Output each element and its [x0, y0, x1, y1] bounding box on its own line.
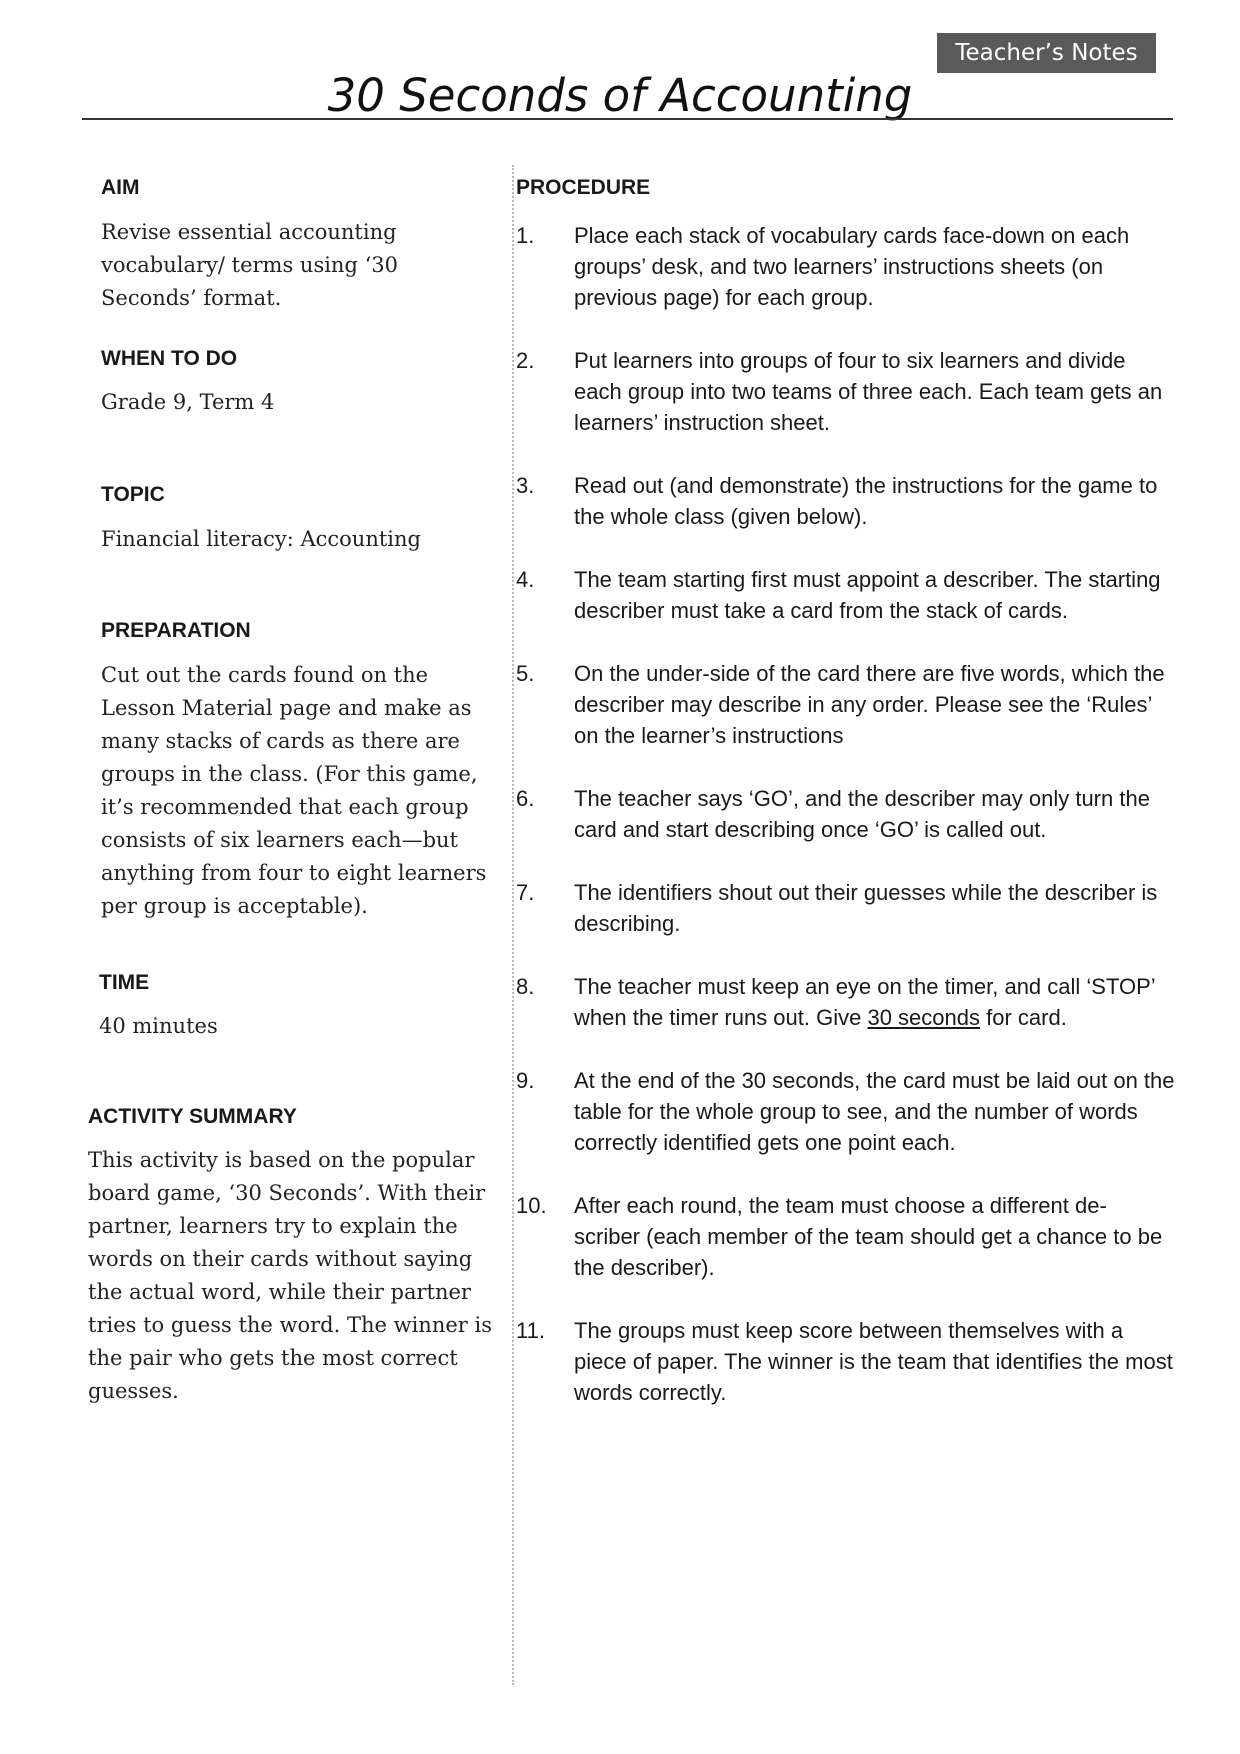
topic-heading: TOPIC	[101, 483, 165, 506]
activity-summary-text: This activity is based on the popular board game, ‘30 Seconds’. With their partner, learners try to explain the words on their cards without saying the actual word, while their partner tries to guess the word. The winner is the pair who gets the most correct guesses.	[88, 1148, 492, 1403]
step-number: 9.	[516, 1068, 535, 1093]
step-number: 4.	[516, 567, 535, 592]
procedure-step	[516, 220, 1176, 313]
step-text: After each round, the team must choose a different de- scriber (each member of the team should get a chance to be the describer).	[574, 1193, 1163, 1280]
time-heading: TIME	[99, 971, 150, 994]
step-number: 5.	[516, 661, 535, 686]
topic-text: Financial literacy: Accounting	[101, 527, 421, 551]
title-rule	[82, 118, 1173, 120]
column-divider	[512, 165, 514, 1685]
step-number: 6.	[516, 786, 535, 811]
procedure-step	[516, 877, 1176, 939]
preparation-text: Cut out the cards found on the Lesson Material page and make as many stacks of cards as there are groups in the class. (For this game, it’s recommended that each group consists of six learners each—but anything from four to eight learners per group is acceptable).	[101, 663, 487, 918]
step-text: On the under-side of the card there are five words, which the describer may describe in any order. Please see the ‘Rules’ on the learner’s instructions	[574, 661, 1165, 748]
step-text: At the end of the 30 seconds, the card must be laid out on the table for the whole group to see, and the number of words correctly identified gets one point each.	[574, 1068, 1175, 1155]
step-number: 2.	[516, 348, 535, 373]
procedure-step	[516, 658, 1176, 751]
step-text	[574, 971, 1176, 1033]
step-number: 1.	[516, 223, 535, 248]
step-text-part: The teacher must keep an eye on the timer, and call ‘STOP’ when the timer runs out. Give	[574, 974, 1155, 1030]
step-text: The groups must keep score between themselves with a piece of paper. The winner is the team that identifies the most words correctly.	[574, 1318, 1173, 1405]
procedure-heading: PROCEDURE	[516, 176, 651, 199]
procedure-list	[516, 220, 1176, 1440]
when-heading: WHEN TO DO	[101, 347, 238, 370]
step-number: 3.	[516, 473, 535, 498]
procedure-step	[516, 783, 1176, 845]
procedure-step	[516, 470, 1176, 532]
activity-summary-heading: ACTIVITY SUMMARY	[88, 1105, 297, 1128]
aim-heading: AIM	[101, 176, 140, 199]
step-number: 10.	[516, 1193, 547, 1218]
teachers-notes-badge: Teacher’s Notes	[937, 33, 1156, 73]
procedure-step	[516, 1065, 1176, 1158]
page-title: 30 Seconds of Accounting	[327, 69, 913, 122]
step-text: Read out (and demonstrate) the instructions for the game to the whole class (given below).	[574, 473, 1158, 529]
step-text-part: for card.	[980, 1005, 1067, 1030]
preparation-heading: PREPARATION	[101, 619, 251, 642]
step-text: The identifiers shout out their guesses while the describer is describing.	[574, 880, 1158, 936]
procedure-step	[516, 1190, 1176, 1283]
procedure-step	[516, 1315, 1176, 1408]
step-text: The teacher says ‘GO’, and the describer may only turn the card and start describing once ‘GO’ is called out.	[574, 786, 1150, 842]
time-text: 40 minutes	[99, 1014, 218, 1038]
procedure-step	[516, 564, 1176, 626]
procedure-step	[516, 971, 1176, 1033]
step-number: 11.	[516, 1318, 545, 1343]
step-text: Place each stack of vocabulary cards face-down on each groups’ desk, and two learners’ instructions sheets (on previous page) for each group.	[574, 223, 1130, 310]
procedure-step	[516, 345, 1176, 438]
aim-text: Revise essential accounting vocabulary/ terms using ‘30 Seconds’ format.	[101, 220, 398, 310]
step-text: The team starting first must appoint a describer. The starting describer must take a card from the stack of cards.	[574, 567, 1161, 623]
step-text: Put learners into groups of four to six learners and divide each group into two teams of three each. Each team gets an learners’ instruction sheet.	[574, 348, 1163, 435]
step-number: 7.	[516, 880, 535, 905]
underlined-duration: 30 seconds	[867, 1005, 980, 1030]
step-number: 8.	[516, 974, 535, 999]
when-text: Grade 9, Term 4	[101, 390, 275, 414]
